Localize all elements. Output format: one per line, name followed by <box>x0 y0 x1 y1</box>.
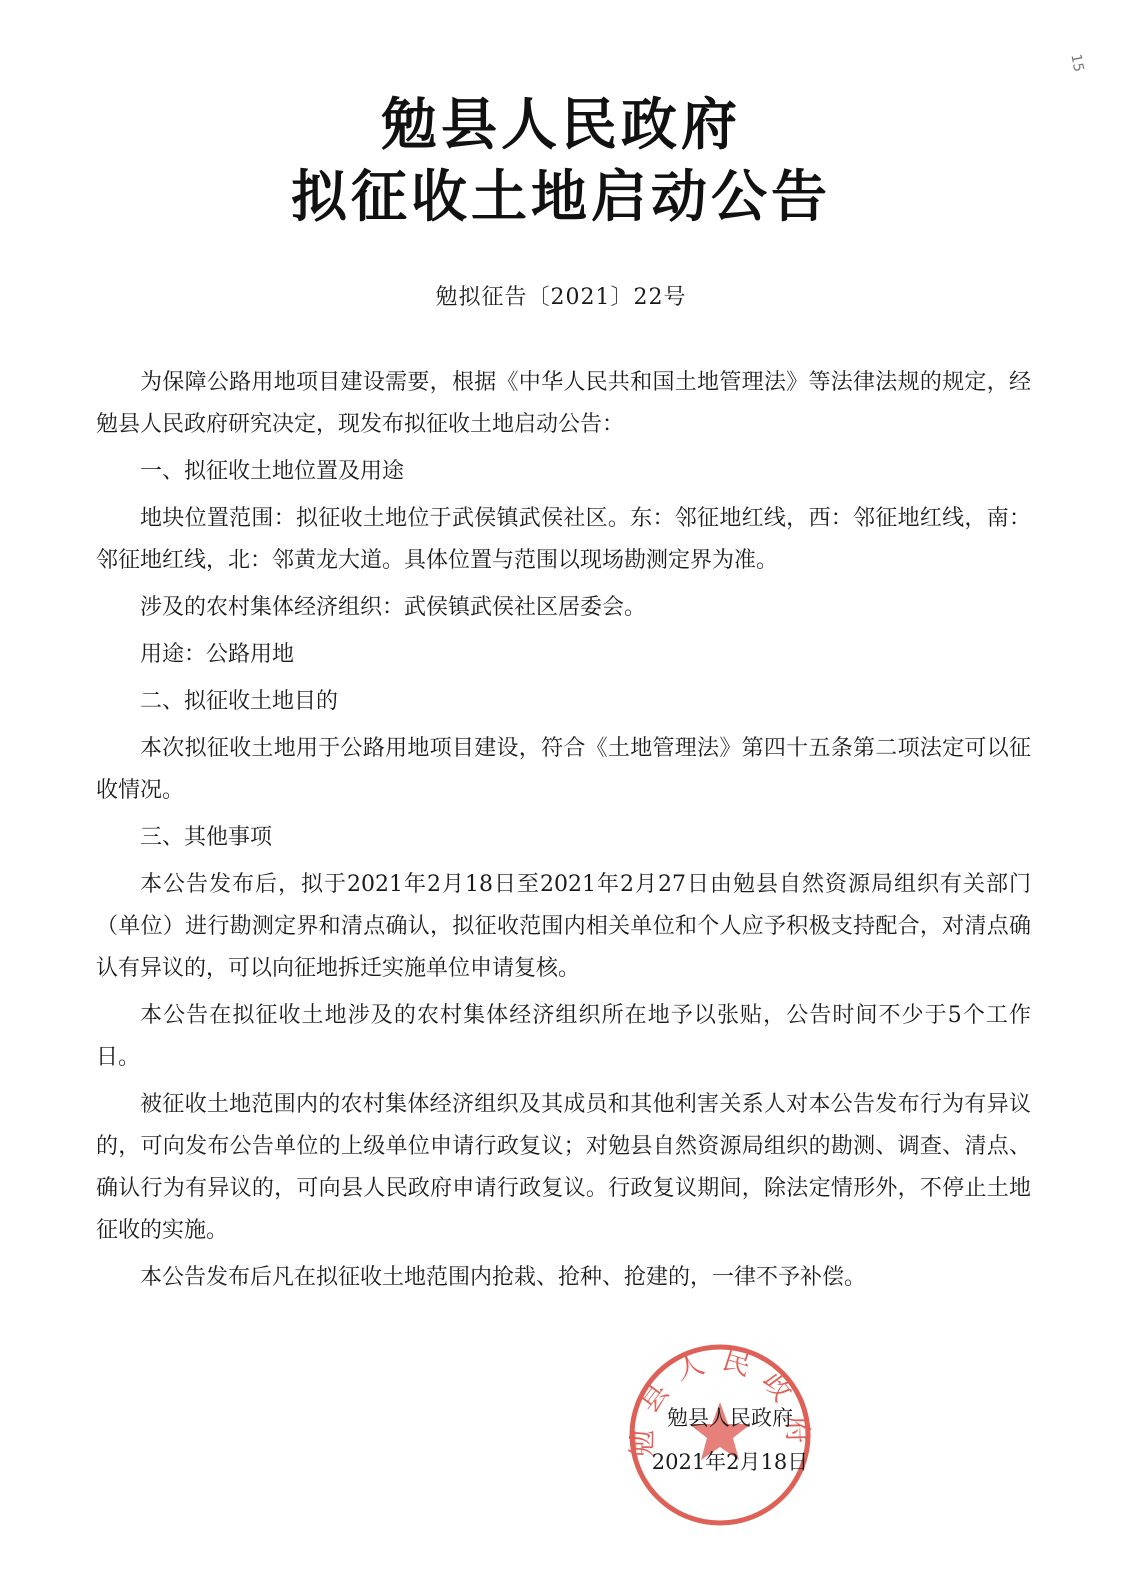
section-1-heading: 一、拟征收土地位置及用途 <box>140 459 405 484</box>
use-label: 用途： <box>140 642 207 667</box>
organization-text: 武侯镇武侯社区居委会。 <box>404 595 647 620</box>
handwritten-page-mark: 15 <box>1067 52 1087 74</box>
organization-label: 涉及的农村集体经济组织： <box>140 595 405 620</box>
official-seal <box>625 1340 815 1530</box>
purpose-paragraph: 本次拟征收土地用于公路用地项目建设，符合《土地管理法》第四十五条第二项法定可以征收情况。 <box>96 736 1031 803</box>
organization-paragraph <box>96 587 1031 629</box>
document-number: 勉拟征告〔2021〕22号 <box>435 285 687 310</box>
location-label: 地块位置范围： <box>140 506 296 531</box>
intro-paragraph: 为保障公路用地项目建设需要，根据《中华人民共和国土地管理法》等法律法规的规定，经勉县人民政府研究决定，现发布拟征收土地启动公告： <box>96 370 1031 437</box>
location-paragraph <box>96 498 1031 582</box>
section-2-heading: 二、拟征收土地目的 <box>140 689 339 714</box>
issuer-name: 勉县人民政府 <box>667 1406 793 1430</box>
location-text: 拟征收土地位于武侯镇武侯社区。东：邻征地红线，西：邻征地红线，南：邻征地红线，北：邻黄龙大道。具体位置与范围以现场勘测定界为准。 <box>96 506 1031 573</box>
notice-body <box>96 362 1031 1299</box>
issue-date: 2021年2月18日 <box>651 1450 809 1474</box>
section-3-heading: 三、其他事项 <box>140 825 273 850</box>
other-paragraph-2: 本公告在拟征收土地涉及的农村集体经济组织所在地予以张贴，公告时间不少于5个工作日。 <box>96 1003 1031 1070</box>
title-line-2: 拟征收土地启动公告 <box>291 165 831 230</box>
other-paragraph-3: 被征收土地范围内的农村集体经济组织及其成员和其他利害关系人对本公告发布行为有异议的，可向发布公告单位的上级单位申请行政复议；对勉县自然资源局组织的勘测、调查、清点、确认行为有异议的，可向县人民政府申请行政复议。行政复议期间，除法定情形外，不停止土地征收的实施。 <box>96 1092 1031 1243</box>
title-line-1: 勉县人民政府 <box>381 93 741 158</box>
use-text: 公路用地 <box>206 642 295 667</box>
other-paragraph-4: 本公告发布后凡在拟征收土地范围内抢栽、抢种、抢建的，一律不予补偿。 <box>140 1265 867 1290</box>
use-paragraph <box>96 634 1031 676</box>
other-paragraph-1: 本公告发布后，拟于2021年2月18日至2021年2月27日由勉县自然资源局组织有关部门（单位）进行勘测定界和清点确认，拟征收范围内相关单位和个人应予积极支持配合，对清点确认有异议的，可以向征地拆迁实施单位申请复核。 <box>96 872 1031 981</box>
seal-text: 勉县人民政府 <box>625 1342 815 1458</box>
